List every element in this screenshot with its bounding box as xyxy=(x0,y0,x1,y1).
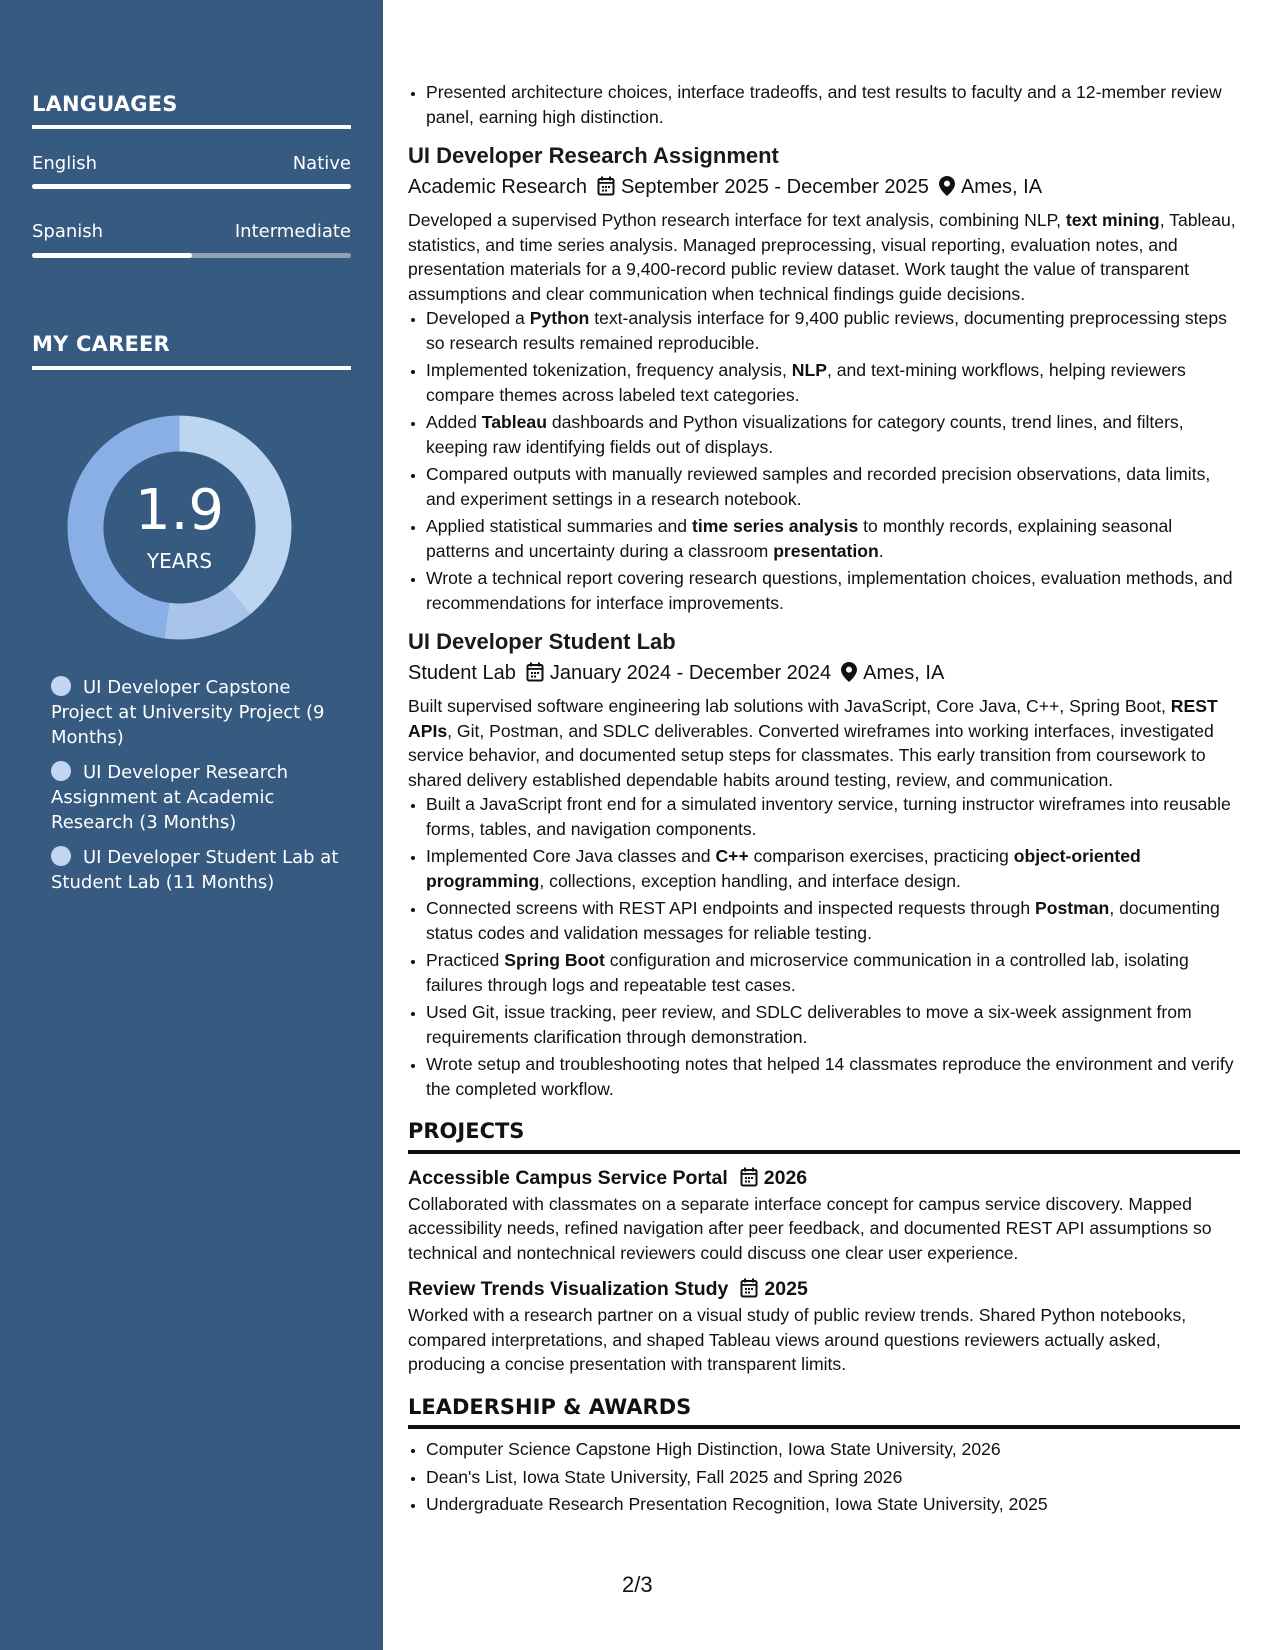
career-list xyxy=(51,675,341,905)
project-header xyxy=(408,1275,1240,1303)
projects-heading: PROJECTS xyxy=(408,1119,1240,1154)
list-item: • Dean's List, Iowa State University, Fall 2025 and Spring 2026 xyxy=(426,1465,1240,1490)
list-item: • Used Git, issue tracking, peer review, and SDLC deliverables to move a six-week assignment from requirements clarification through demonstration. xyxy=(426,1000,1240,1049)
job-entry xyxy=(408,141,1240,615)
language-name: English xyxy=(32,153,97,174)
location-pin-icon xyxy=(939,176,955,196)
career-item xyxy=(51,760,341,835)
language-name: Spanish xyxy=(32,221,104,242)
job-entry xyxy=(408,627,1240,1101)
list-item: • Wrote a technical report covering research questions, implementation choices, evaluation methods, and recommendations for interface improvements. xyxy=(426,566,1240,615)
project-year: 2026 xyxy=(763,1166,808,1189)
career-heading: MY CAREER xyxy=(32,332,170,356)
project-header xyxy=(408,1164,1240,1192)
job-title: UI Developer Student Lab xyxy=(408,629,676,654)
list-item: • Connected screens with REST API endpoints and inspected requests through Postman, documenting status codes and validation messages for reliable testing. xyxy=(426,896,1240,945)
calendar-icon xyxy=(740,1278,758,1298)
career-total-years: 1.9 xyxy=(134,478,225,543)
job-bullets xyxy=(408,306,1240,615)
list-item: • Practiced Spring Boot configuration and microservice communication in a controlled lab, isolating failures through logs and repeatable test cases. xyxy=(426,948,1240,997)
list-item: • Added Tableau dashboards and Python visualizations for category counts, trend lines, and filters, keeping raw identifying fields out of displays. xyxy=(426,410,1240,459)
list-item: • Implemented Core Java classes and C++ comparison exercises, practicing object-oriented programming, collections, exception handling, and interface design. xyxy=(426,844,1240,893)
language-bar-spanish xyxy=(32,253,351,258)
career-donut-chart xyxy=(67,415,292,640)
career-divider xyxy=(32,366,351,370)
list-item: • Built a JavaScript front end for a simulated inventory service, turning instructor wireframes into reusable forms, tables, and navigation components. xyxy=(426,792,1240,841)
job-dates: September 2025 - December 2025 xyxy=(620,176,929,198)
job-org: Academic Research xyxy=(408,176,587,198)
job-dates: January 2024 - December 2024 xyxy=(549,662,832,684)
job-meta xyxy=(408,658,1240,688)
career-item-text: UI Developer Capstone Project at University Project (9 Months) xyxy=(51,677,325,748)
list-item: • Implemented tokenization, frequency analysis, NLP, and text-mining workflows, helping reviewers compare themes across labeled text categories. xyxy=(426,358,1240,407)
project-description: Collaborated with classmates on a separate interface concept for campus service discovery. Mapped accessibility needs, refined navigation after peer feedback, and documented REST API assumptions so technical and nontechnical reviewers could discuss one clear user experience. xyxy=(408,1193,1212,1263)
main-content xyxy=(408,80,1240,1520)
job-summary: Developed a supervised Python research interface for text analysis, combining NLP, text mining, Tableau, statistics, and time series analysis. Managed preprocessing, visual reporting, evaluation notes, and presentation materials for a 9,400-record public review dataset. Work taught the value of transparent assumptions and clear communication when technical findings guide decisions. xyxy=(408,210,1236,304)
calendar-icon xyxy=(740,1167,758,1187)
career-item-dot-icon xyxy=(51,676,71,696)
career-item-text: UI Developer Student Lab at Student Lab (11 Months) xyxy=(51,847,339,893)
list-item: • Undergraduate Research Presentation Recognition, Iowa State University, 2025 xyxy=(426,1492,1240,1517)
job-meta xyxy=(408,172,1240,202)
sidebar xyxy=(0,0,383,1650)
job-location: Ames, IA xyxy=(863,662,945,684)
language-level: Native xyxy=(292,153,351,174)
career-item-dot-icon xyxy=(51,846,71,866)
top-bullet-list xyxy=(408,80,1240,129)
awards-heading: LEADERSHIP & AWARDS xyxy=(408,1395,1240,1430)
list-item: • Applied statistical summaries and time series analysis to monthly records, explaining seasonal patterns and uncertainty during a classroom presentation. xyxy=(426,514,1240,563)
list-item: • Developed a Python text-analysis interface for 9,400 public reviews, documenting preprocessing steps so research results remained reproducible. xyxy=(426,306,1240,355)
list-item: • Presented architecture choices, interface tradeoffs, and test results to faculty and a 12-member review panel, earning high distinction. xyxy=(426,80,1240,129)
list-item: • Computer Science Capstone High Distinction, Iowa State University, 2026 xyxy=(426,1437,1240,1462)
page-number: 2/3 xyxy=(622,1572,653,1597)
languages-heading: LANGUAGES xyxy=(32,92,178,116)
career-item xyxy=(51,845,341,895)
job-location: Ames, IA xyxy=(960,176,1043,198)
career-item-text: UI Developer Research Assignment at Academic Research (3 Months) xyxy=(51,762,289,833)
language-bar-fill xyxy=(32,253,192,258)
project-entry xyxy=(408,1275,1240,1377)
project-year: 2025 xyxy=(764,1278,808,1300)
career-years-label: YEARS xyxy=(146,549,213,573)
project-name: Accessible Campus Service Portal xyxy=(408,1166,728,1189)
list-item: • Compared outputs with manually reviewed samples and recorded precision observations, data limits, and experiment settings in a research notebook. xyxy=(426,462,1240,511)
job-org: Student Lab xyxy=(408,662,516,684)
awards-list xyxy=(408,1437,1240,1517)
project-description: Worked with a research partner on a visual study of public review trends. Shared Python notebooks, compared interpretations, and shaped Tableau views around questions reviewers actually asked, producing a concise presentation with transparent limits. xyxy=(408,1305,1187,1374)
project-name: Review Trends Visualization Study xyxy=(408,1278,729,1300)
job-title: UI Developer Research Assignment xyxy=(408,143,779,168)
location-pin-icon xyxy=(841,662,857,682)
language-bar-fill xyxy=(32,184,351,189)
career-item-dot-icon xyxy=(51,761,71,781)
project-entry xyxy=(408,1164,1240,1266)
job-bullets xyxy=(408,792,1240,1101)
career-item xyxy=(51,675,341,750)
languages-divider xyxy=(32,125,351,129)
list-item: • Wrote setup and troubleshooting notes that helped 14 classmates reproduce the environment and verify the completed workflow. xyxy=(426,1052,1240,1101)
language-level: Intermediate xyxy=(234,221,351,242)
calendar-icon xyxy=(526,662,544,682)
language-bar-english xyxy=(32,184,351,189)
job-summary: Built supervised software engineering lab solutions with JavaScript, Core Java, C++, Spring Boot, REST APIs, Git, Postman, and SDLC deliverables. Converted wireframes into working interfaces, investigated service behavior, and documented setup steps for classmates. This early transition from coursework to shared delivery established dependable habits around testing, review, and communication. xyxy=(408,696,1218,790)
calendar-icon xyxy=(597,176,615,196)
